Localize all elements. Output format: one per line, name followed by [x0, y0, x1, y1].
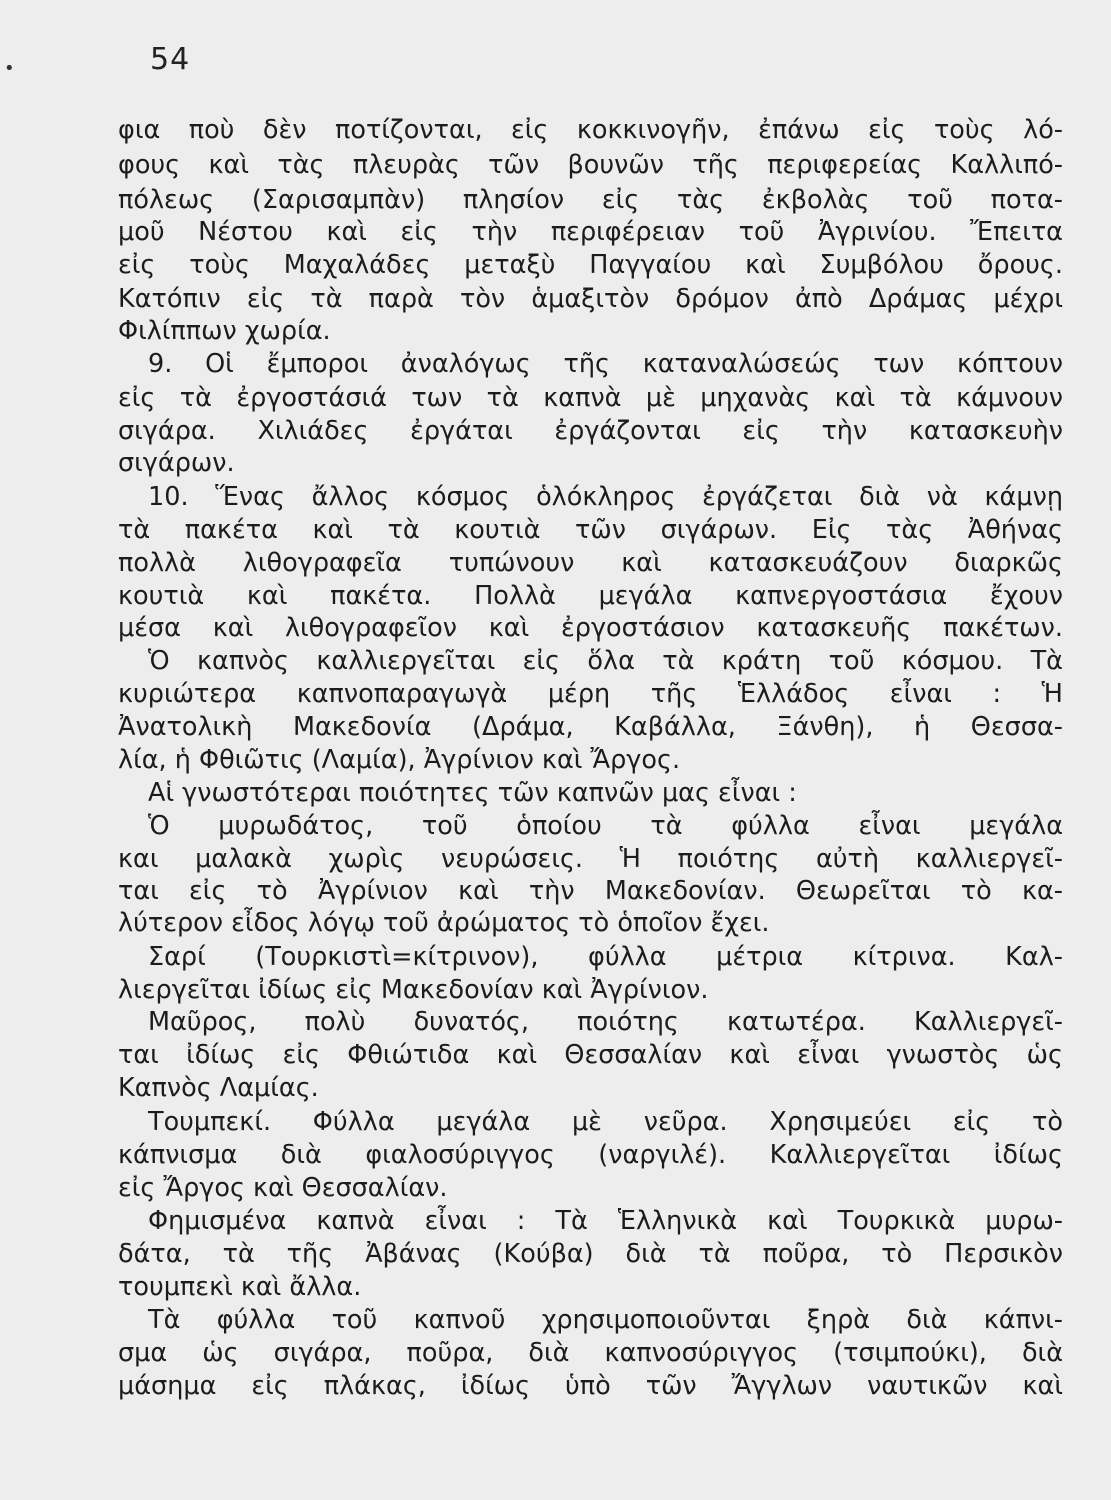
text-line: Μαῦρος, πολὺ δυνατός, ποιότης κατωτέρα. Καλλιεργεῖ-	[148, 1007, 1063, 1037]
text-line: κάπνισμα διὰ φιαλοσύριγγος (ναργιλέ). Καλλιεργεῖται ἰδίως	[118, 1140, 1063, 1170]
text-line: λύτερον εἶδος λόγῳ τοῦ ἀρώματος τὸ ὁποῖον ἔχει.	[118, 908, 770, 938]
text-line: Ἀνατολικὴ Μακεδονία (Δράμα, Καβάλλα, Ξάνθη), ἡ Θεσσα-	[118, 712, 1063, 742]
text-line: εἰς τὰ ἐργοστάσιά των τὰ καπνὰ μὲ μηχανὰς καὶ τὰ κάμνουν	[118, 383, 1063, 413]
margin-dot: •	[4, 58, 15, 79]
text-line: μάσημα εἰς πλάκας, ἰδίως ὑπὸ τῶν Ἄγγλων ναυτικῶν καὶ	[118, 1371, 1063, 1401]
text-line: τουμπεκὶ καὶ ἄλλα.	[118, 1272, 362, 1302]
text-line: ται ἰδίως εἰς Φθιώτιδα καὶ Θεσσαλίαν καὶ εἶναι γνωστὸς ὡς	[118, 1040, 1063, 1070]
text-line: σμα ὡς σιγάρα, ποῦρα, διὰ καπνοσύριγγος (τσιμπούκι), διὰ	[118, 1338, 1063, 1368]
text-line: Καπνὸς Λαμίας.	[118, 1073, 319, 1103]
text-line: σιγάρων.	[118, 448, 235, 478]
text-line: πολλὰ λιθογραφεῖα τυπώνουν καὶ κατασκευάζουν διαρκῶς	[118, 548, 1063, 578]
text-line: ται εἰς τὸ Ἀγρίνιον καὶ τὴν Μακεδονίαν. Θεωρεῖται τὸ κα-	[118, 876, 1063, 906]
text-line: και μαλακὰ χωρὶς νευρώσεις. Ἡ ποιότης αὐτὴ καλλιεργεῖ-	[118, 844, 1063, 874]
text-line: 10. Ἕνας ἄλλος κόσμος ὁλόκληρος ἐργάζεται διὰ νὰ κάμνῃ	[148, 482, 1063, 512]
text-line: εἰς τοὺς Μαχαλάδες μεταξὺ Παγγαίου καὶ Συμβόλου ὄρους.	[118, 250, 1063, 280]
text-line: Τὰ φύλλα τοῦ καπνοῦ χρησιμοποιοῦνται ξηρὰ διὰ κάπνι-	[148, 1305, 1063, 1335]
text-line: φια ποὺ δὲν ποτίζονται, εἰς κοκκινογῆν, ἐπάνω εἰς τοὺς λό-	[118, 115, 1063, 145]
text-line: Αἱ γνωστότεραι ποιότητες τῶν καπνῶν μας εἶναι :	[148, 778, 797, 808]
text-line: Ὁ καπνὸς καλλιεργεῖται εἰς ὅλα τὰ κράτη τοῦ κόσμου. Τὰ	[148, 646, 1063, 676]
text-line: μέσα καὶ λιθογραφεῖον καὶ ἐργοστάσιον κατασκευῆς πακέτων.	[118, 613, 1063, 643]
text-line: κουτιὰ καὶ πακέτα. Πολλὰ μεγάλα καπνεργοστάσια ἔχουν	[118, 581, 1063, 611]
text-line: 9. Οἱ ἔμποροι ἀναλόγως τῆς καταναλώσεώς των κόπτουν	[148, 349, 1063, 379]
text-line: Τουμπεκί. Φύλλα μεγάλα μὲ νεῦρα. Χρησιμεύει εἰς τὸ	[148, 1107, 1063, 1137]
text-line: λία, ἡ Φθιῶτις (Λαμία), Ἀγρίνιον καὶ Ἄργος.	[118, 745, 681, 775]
text-line: φους καὶ τὰς πλευρὰς τῶν βουνῶν τῆς περιφερείας Καλλιπό-	[118, 150, 1063, 180]
text-line: πόλεως (Σαρισαμπὰν) πλησίον εἰς τὰς ἐκβολὰς τοῦ ποτα-	[118, 185, 1063, 215]
text-line: μοῦ Νέστου καὶ εἰς τὴν περιφέρειαν τοῦ Ἀγρινίου. Ἔπειτα	[118, 217, 1063, 247]
text-line: Κατόπιν εἰς τὰ παρὰ τὸν ἁμαξιτὸν δρόμον ἀπὸ Δράμας μέχρι	[118, 284, 1063, 314]
text-line: Ὁ μυρωδάτος, τοῦ ὁποίου τὰ φύλλα εἶναι μεγάλα	[148, 811, 1063, 841]
text-line: Φιλίππων χωρία.	[118, 316, 331, 346]
text-line: τὰ πακέτα καὶ τὰ κουτιὰ τῶν σιγάρων. Εἰς τὰς Ἀθήνας	[118, 515, 1063, 545]
text-line: Φημισμένα καπνὰ εἶναι : Τὰ Ἑλληνικὰ καὶ Τουρκικὰ μυρω-	[148, 1206, 1063, 1236]
text-line: σιγάρα. Χιλιάδες ἐργάται ἐργάζονται εἰς τὴν κατασκευὴν	[118, 416, 1063, 446]
text-line: δάτα, τὰ τῆς Ἀβάνας (Κούβα) διὰ τὰ ποῦρα, τὸ Περσικὸν	[118, 1239, 1063, 1269]
text-line: Σαρί (Τουρκιστὶ=κίτρινον), φύλλα μέτρια κίτρινα. Καλ-	[148, 942, 1063, 972]
text-line: λιεργεῖται ἰδίως εἰς Μακεδονίαν καὶ Ἀγρίνιον.	[118, 975, 709, 1005]
page-number: 54	[150, 42, 191, 77]
text-line: εἰς Ἄργος καὶ Θεσσαλίαν.	[118, 1173, 448, 1203]
text-line: κυριώτερα καπνοπαραγωγὰ μέρη τῆς Ἑλλάδος εἶναι : Ἡ	[118, 679, 1063, 709]
